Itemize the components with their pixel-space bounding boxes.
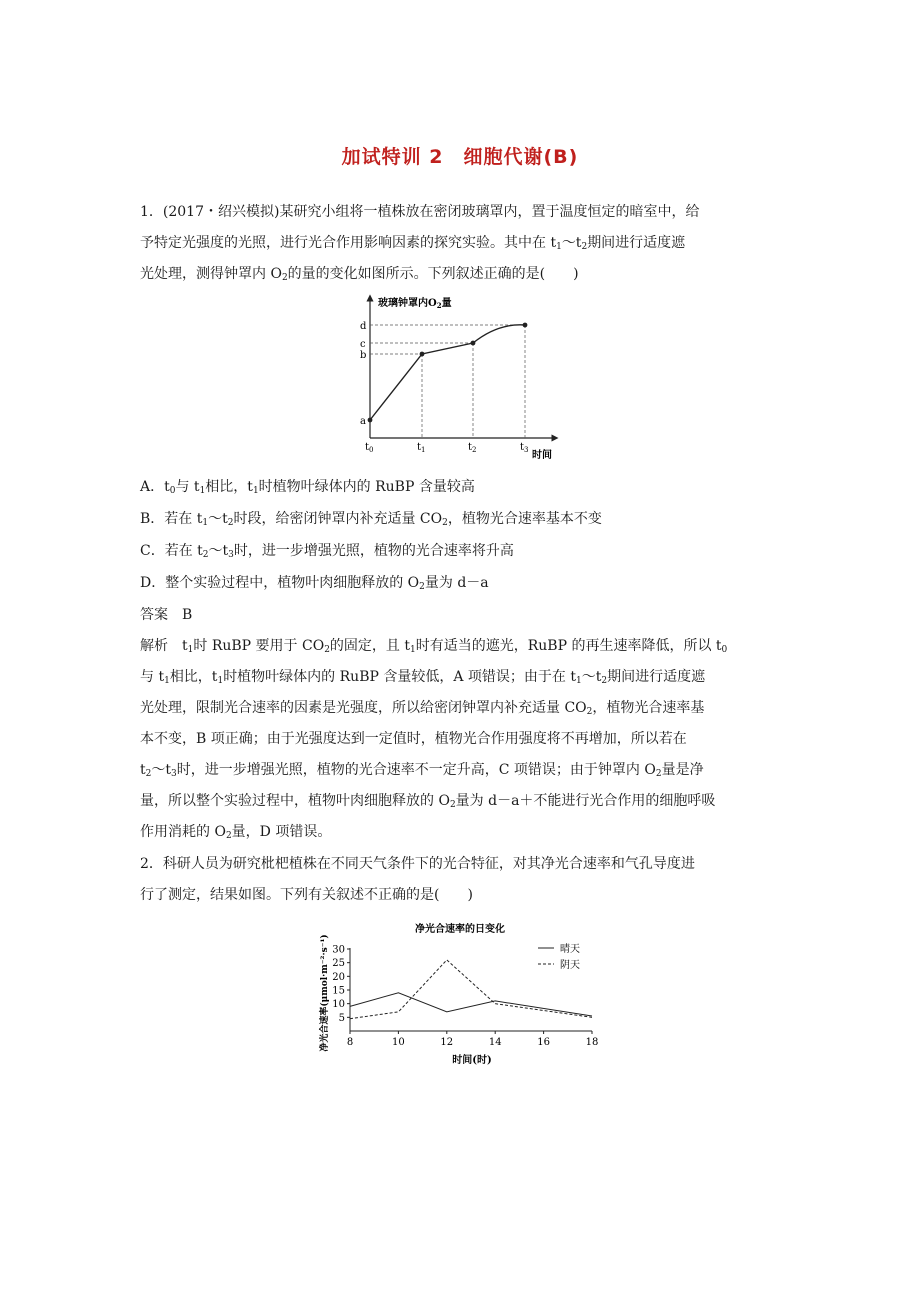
legend-cloudy-label: 阴天 (560, 960, 580, 971)
point-t0 (368, 418, 373, 423)
x-tick-label: 10 (392, 1037, 405, 1048)
y-tick-label: 25 (332, 958, 345, 970)
point-t2 (471, 341, 476, 346)
y-tick-d: d (360, 321, 367, 332)
q2-stem-line-1: 2．科研人员为研究枇杷植株在不同天气条件下的光合特征，对其净光合速率和气孔导度进 (140, 856, 695, 872)
analysis (140, 631, 780, 848)
option-b: B．若在 $t_1\sim t_2$时段，给密闭钟罩内补充适量 $CO_2$，植物光合速率基本不变 (140, 511, 602, 528)
x-tick-label: 14 (488, 1037, 502, 1048)
page-title: 加试特训 2 细胞代谢(B) (341, 146, 579, 168)
q1-stem-line-2: 予特定光强度的光照，进行光合作用影响因素的探究实验。其中在 $t_1\sim t_2$期间进行适度遮 (140, 235, 686, 252)
chart-legend (538, 942, 580, 971)
net-photosynthesis-chart (310, 915, 610, 1075)
legend-sunny-label: 晴天 (560, 944, 580, 955)
chart-title: 净光合速率的日变化 (415, 924, 505, 935)
y-tick-a: a (360, 416, 366, 427)
q1-stem-line-1: 1．(2017・绍兴模拟)某研究小组将一植株放在密闭玻璃罩内，置于温度恒定的暗室中，给 (140, 204, 700, 220)
y-tick-b: b (360, 350, 367, 361)
option-c: C．若在 $t_2\sim t_3$时，进一步增强光照，植物的光合速率将升高 (140, 543, 514, 560)
y-tick-label: 15 (332, 985, 345, 997)
x-tick-label: 16 (537, 1037, 550, 1048)
o2-change-figure (350, 290, 570, 470)
o2-curve (370, 325, 525, 420)
y-tick-label: 30 (332, 944, 345, 956)
analysis-line-1: 解析 $t_1$时 RuBP 要用于 $CO_2$的固定，且 $t_1$时有适当的遮光，RuBP 的再生速率降低，所以 $t_0$ (140, 638, 728, 655)
x-tick-label: 18 (585, 1037, 599, 1048)
analysis-line-2: 与 $t_1$相比，$t_1$时植物叶绿体内的 RuBP 含量较低，A 项错误；由于在 $t_1\sim t_2$期间进行适度遮 (140, 669, 706, 686)
y-axis-label: 玻璃钟罩内$O_2$量 (378, 298, 452, 310)
y-tick-label: 20 (332, 971, 345, 983)
chart-y-label: 净光合速率(μmol·m⁻²·s⁻¹) (320, 934, 330, 1052)
x-tick-label: 12 (440, 1037, 454, 1048)
y-tick-label: 10 (332, 999, 345, 1011)
x-tick-t2: $t_2$ (468, 442, 477, 454)
analysis-line-4: 本不变，B 项正确；由于光强度达到一定值时，植物光合作用强度将不再增加，所以若在 (140, 731, 687, 747)
x-tick-t0: $t_0$ (365, 442, 374, 454)
chart-x-label: 时间(时) (452, 1055, 492, 1066)
analysis-line-3: 光处理，限制光合速率的因素是光强度，所以给密闭钟罩内补充适量 $CO_2$，植物光合速率基 (140, 700, 705, 717)
x-axis-label: 时间 (532, 450, 552, 461)
y-tick-label: 5 (338, 1012, 345, 1024)
analysis-line-5: $t_2\sim t_3$时，进一步增强光照，植物的光合速率不一定升高，C 项错误；由于钟罩内 $O_2$量是净 (140, 762, 704, 779)
q1-stem-line-3: 光处理，测得钟罩内 $O_2$的量的变化如图所示。下列叙述正确的是( ) (140, 266, 579, 283)
x-tick-label: 8 (346, 1037, 354, 1048)
x-tick-t1: $t_1$ (417, 442, 426, 454)
q1-stem (140, 197, 780, 290)
analysis-line-6: 量，所以整个实验过程中，植物叶肉细胞释放的 $O_2$量为 d－a＋不能进行光合作用的细胞呼吸 (140, 793, 716, 810)
point-t1 (420, 352, 425, 357)
option-d: D．整个实验过程中，植物叶肉细胞释放的 $O_2$量为 d－a (140, 575, 489, 592)
point-t3 (523, 323, 528, 328)
q2-stem (140, 849, 780, 911)
q2-stem-line-2: 行了测定，结果如图。下列有关叙述不正确的是( ) (140, 887, 473, 903)
analysis-line-7: 作用消耗的 $O_2$量，D 项错误。 (140, 824, 332, 841)
option-a: A．$t_0$与 $t_1$相比，$t_1$时植物叶绿体内的 RuBP 含量较高 (140, 479, 475, 496)
x-tick-t3: $t_3$ (520, 442, 529, 454)
answer: 答案 B (140, 607, 193, 623)
y-tick-c: c (360, 339, 366, 350)
